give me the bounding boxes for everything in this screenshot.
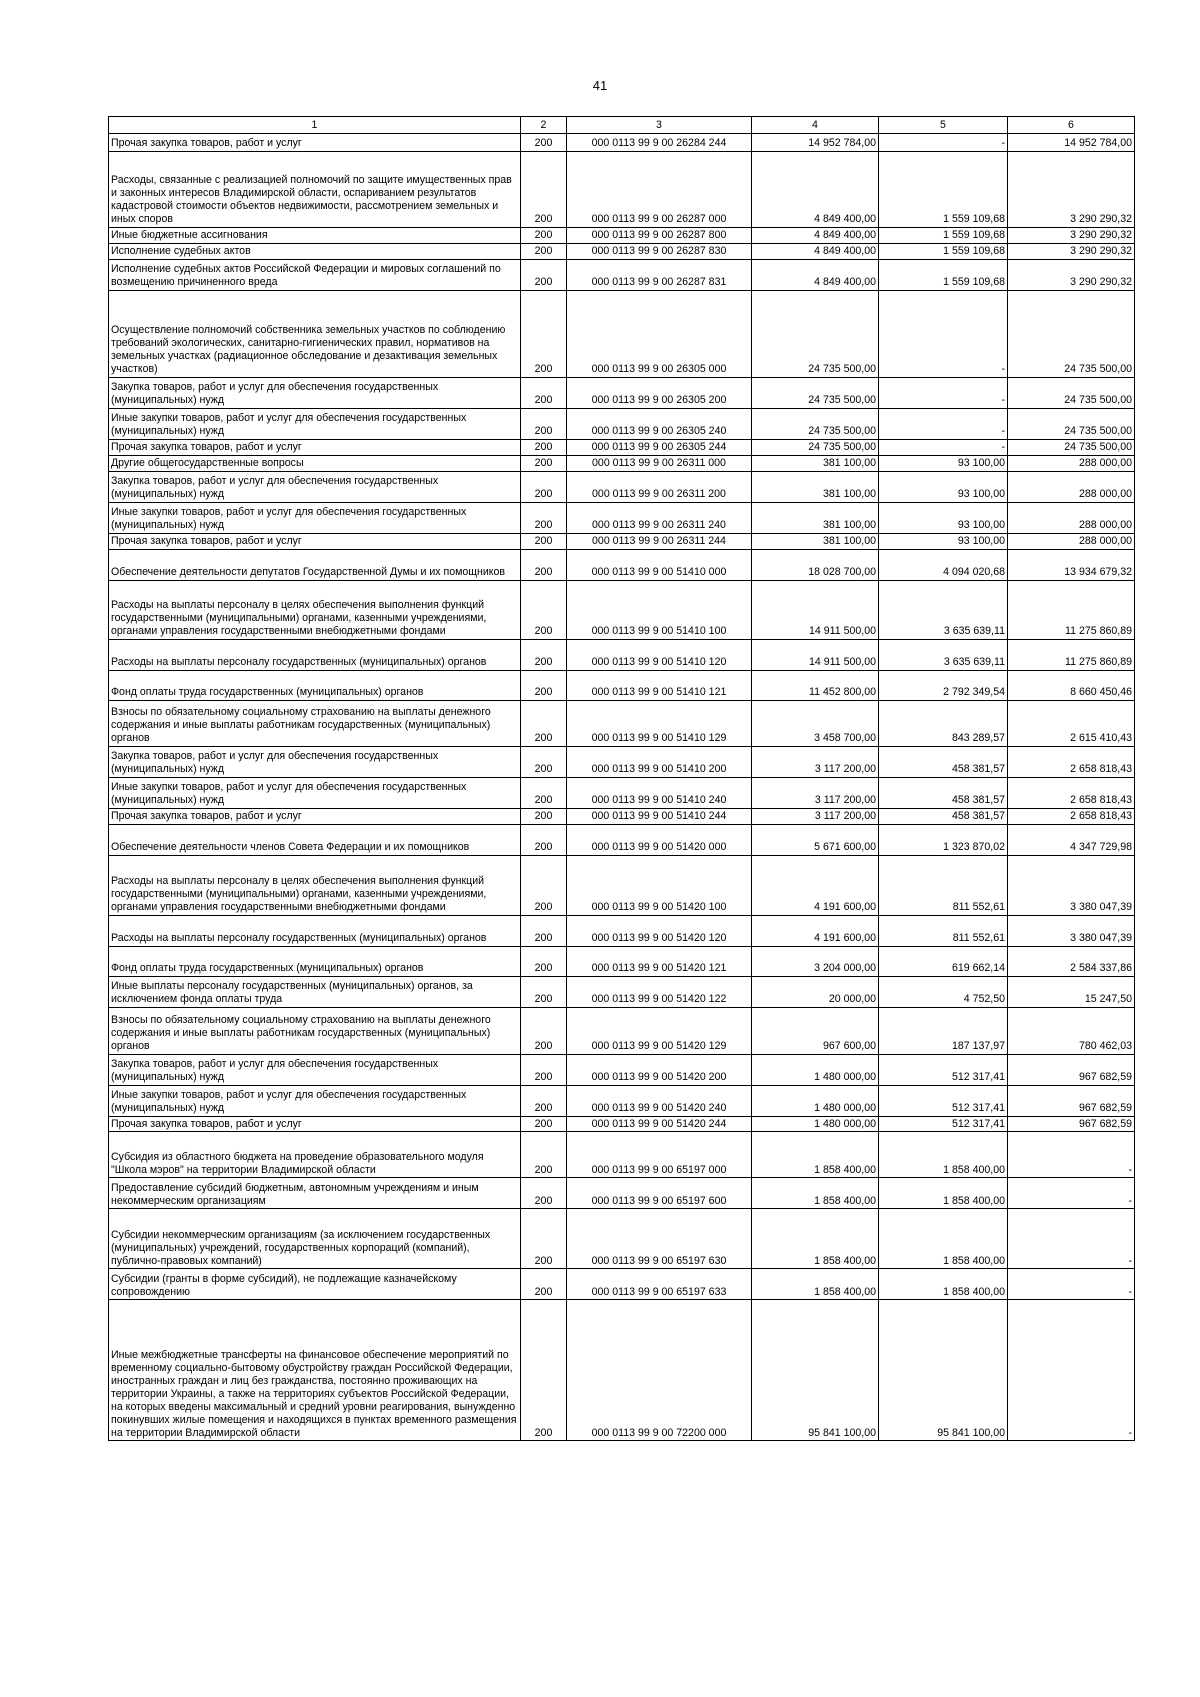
approved-amount-cell: 14 911 500,00 xyxy=(752,580,879,639)
table-row xyxy=(109,1116,1135,1132)
executed-amount-cell: - xyxy=(879,377,1008,408)
unexecuted-amount-cell: 3 290 290,32 xyxy=(1008,259,1135,290)
expense-name-cell: Закупка товаров, работ и услуг для обеспечения государственных (муниципальных) нужд xyxy=(109,746,521,777)
expense-name-cell: Исполнение судебных актов Российской Федерации и мировых соглашений по возмещению причиненного вреда xyxy=(109,259,521,290)
approved-amount-cell: 3 117 200,00 xyxy=(752,777,879,808)
table-row xyxy=(109,824,1135,855)
budget-classification-code-cell: 000 0113 99 9 00 51410 100 xyxy=(567,580,752,639)
admin-code-cell: 200 xyxy=(521,134,567,152)
table-row xyxy=(109,502,1135,533)
table-row xyxy=(109,808,1135,824)
expense-name-cell: Закупка товаров, работ и услуг для обеспечения государственных (муниципальных) нужд xyxy=(109,471,521,502)
budget-classification-code-cell: 000 0113 99 9 00 26287 831 xyxy=(567,259,752,290)
budget-classification-code-cell: 000 0113 99 9 00 51410 244 xyxy=(567,808,752,824)
admin-code-cell: 200 xyxy=(521,1085,567,1116)
budget-classification-code-cell: 000 0113 99 9 00 26287 000 xyxy=(567,152,752,228)
executed-amount-cell: 4 094 020,68 xyxy=(879,549,1008,580)
budget-classification-code-cell: 000 0113 99 9 00 51410 120 xyxy=(567,639,752,670)
approved-amount-cell: 1 858 400,00 xyxy=(752,1132,879,1178)
table-row xyxy=(109,639,1135,670)
expense-name-cell: Закупка товаров, работ и услуг для обеспечения государственных (муниципальных) нужд xyxy=(109,377,521,408)
admin-code-cell: 200 xyxy=(521,946,567,976)
admin-code-cell: 200 xyxy=(521,1209,567,1269)
budget-classification-code-cell: 000 0113 99 9 00 65197 000 xyxy=(567,1132,752,1178)
admin-code-cell: 200 xyxy=(521,228,567,244)
budget-classification-code-cell: 000 0113 99 9 00 51410 240 xyxy=(567,777,752,808)
expense-name-cell: Прочая закупка товаров, работ и услуг xyxy=(109,1116,521,1132)
admin-code-cell: 200 xyxy=(521,408,567,439)
expense-name-cell: Исполнение судебных актов xyxy=(109,243,521,259)
table-row xyxy=(109,533,1135,549)
budget-execution-table xyxy=(108,116,1135,1441)
unexecuted-amount-cell: 11 275 860,89 xyxy=(1008,639,1135,670)
table-row xyxy=(109,152,1135,228)
approved-amount-cell: 24 735 500,00 xyxy=(752,377,879,408)
approved-amount-cell: 4 191 600,00 xyxy=(752,855,879,915)
executed-amount-cell: 1 559 109,68 xyxy=(879,152,1008,228)
table-row xyxy=(109,855,1135,915)
budget-classification-code-cell: 000 0113 99 9 00 51420 122 xyxy=(567,976,752,1007)
admin-code-cell: 200 xyxy=(521,580,567,639)
table-row xyxy=(109,290,1135,377)
approved-amount-cell: 3 204 000,00 xyxy=(752,946,879,976)
expense-name-cell: Другие общегосударственные вопросы xyxy=(109,455,521,471)
unexecuted-amount-cell: 3 290 290,32 xyxy=(1008,243,1135,259)
unexecuted-amount-cell: 4 347 729,98 xyxy=(1008,824,1135,855)
admin-code-cell: 200 xyxy=(521,152,567,228)
expense-name-cell: Расходы на выплаты персоналу в целях обеспечения выполнения функций государственными (муниципальными) органами, казенными учреждениями, органами управления государственными внебюджетными фондами xyxy=(109,855,521,915)
executed-amount-cell: 512 317,41 xyxy=(879,1054,1008,1085)
unexecuted-amount-cell: 2 658 818,43 xyxy=(1008,777,1135,808)
expense-name-cell: Субсидии (гранты в форме субсидий), не подлежащие казначейскому сопровождению xyxy=(109,1269,521,1300)
unexecuted-amount-cell: 288 000,00 xyxy=(1008,471,1135,502)
approved-amount-cell: 24 735 500,00 xyxy=(752,439,879,455)
executed-amount-cell: 1 323 870,02 xyxy=(879,824,1008,855)
unexecuted-amount-cell: 3 290 290,32 xyxy=(1008,228,1135,244)
unexecuted-amount-cell: - xyxy=(1008,1132,1135,1178)
budget-classification-code-cell: 000 0113 99 9 00 51420 121 xyxy=(567,946,752,976)
budget-classification-code-cell: 000 0113 99 9 00 51420 000 xyxy=(567,824,752,855)
expense-name-cell: Субсидии некоммерческим организациям (за исключением государственных (муниципальных) учреждений, государственных корпораций (компаний), публично-правовых компаний) xyxy=(109,1209,521,1269)
admin-code-cell: 200 xyxy=(521,439,567,455)
admin-code-cell: 200 xyxy=(521,808,567,824)
expense-name-cell: Прочая закупка товаров, работ и услуг xyxy=(109,533,521,549)
column-number: 5 xyxy=(879,117,1008,134)
unexecuted-amount-cell: 14 952 784,00 xyxy=(1008,134,1135,152)
expense-name-cell: Прочая закупка товаров, работ и услуг xyxy=(109,134,521,152)
page-number: 41 xyxy=(592,78,608,93)
budget-classification-code-cell: 000 0113 99 9 00 26311 200 xyxy=(567,471,752,502)
budget-classification-code-cell: 000 0113 99 9 00 51420 244 xyxy=(567,1116,752,1132)
table-row xyxy=(109,777,1135,808)
approved-amount-cell: 1 480 000,00 xyxy=(752,1085,879,1116)
admin-code-cell: 200 xyxy=(521,1178,567,1209)
unexecuted-amount-cell: 288 000,00 xyxy=(1008,502,1135,533)
executed-amount-cell: 93 100,00 xyxy=(879,533,1008,549)
executed-amount-cell: 187 137,97 xyxy=(879,1007,1008,1054)
admin-code-cell: 200 xyxy=(521,502,567,533)
budget-classification-code-cell: 000 0113 99 9 00 26305 200 xyxy=(567,377,752,408)
budget-classification-code-cell: 000 0113 99 9 00 65197 633 xyxy=(567,1269,752,1300)
executed-amount-cell: 4 752,50 xyxy=(879,976,1008,1007)
unexecuted-amount-cell: 24 735 500,00 xyxy=(1008,377,1135,408)
admin-code-cell: 200 xyxy=(521,259,567,290)
table-row xyxy=(109,746,1135,777)
expense-name-cell: Иные бюджетные ассигнования xyxy=(109,228,521,244)
executed-amount-cell: 2 792 349,54 xyxy=(879,670,1008,700)
approved-amount-cell: 381 100,00 xyxy=(752,502,879,533)
executed-amount-cell: 3 635 639,11 xyxy=(879,639,1008,670)
table-row xyxy=(109,915,1135,946)
budget-classification-code-cell: 000 0113 99 9 00 72200 000 xyxy=(567,1300,752,1441)
admin-code-cell: 200 xyxy=(521,700,567,746)
unexecuted-amount-cell: - xyxy=(1008,1209,1135,1269)
budget-classification-code-cell: 000 0113 99 9 00 26311 000 xyxy=(567,455,752,471)
approved-amount-cell: 14 911 500,00 xyxy=(752,639,879,670)
column-number: 3 xyxy=(567,117,752,134)
admin-code-cell: 200 xyxy=(521,670,567,700)
executed-amount-cell: 811 552,61 xyxy=(879,855,1008,915)
budget-classification-code-cell: 000 0113 99 9 00 51420 200 xyxy=(567,1054,752,1085)
admin-code-cell: 200 xyxy=(521,455,567,471)
expense-name-cell: Фонд оплаты труда государственных (муниципальных) органов xyxy=(109,946,521,976)
unexecuted-amount-cell: 3 380 047,39 xyxy=(1008,855,1135,915)
unexecuted-amount-cell: 11 275 860,89 xyxy=(1008,580,1135,639)
approved-amount-cell: 1 480 000,00 xyxy=(752,1116,879,1132)
approved-amount-cell: 5 671 600,00 xyxy=(752,824,879,855)
unexecuted-amount-cell: 2 584 337,86 xyxy=(1008,946,1135,976)
approved-amount-cell: 381 100,00 xyxy=(752,455,879,471)
executed-amount-cell: 1 858 400,00 xyxy=(879,1269,1008,1300)
unexecuted-amount-cell: 288 000,00 xyxy=(1008,455,1135,471)
approved-amount-cell: 381 100,00 xyxy=(752,471,879,502)
admin-code-cell: 200 xyxy=(521,855,567,915)
approved-amount-cell: 11 452 800,00 xyxy=(752,670,879,700)
table-row xyxy=(109,1085,1135,1116)
expense-name-cell: Иные закупки товаров, работ и услуг для обеспечения государственных (муниципальных) нужд xyxy=(109,502,521,533)
expense-name-cell: Иные закупки товаров, работ и услуг для обеспечения государственных (муниципальных) нужд xyxy=(109,1085,521,1116)
approved-amount-cell: 4 191 600,00 xyxy=(752,915,879,946)
unexecuted-amount-cell: 2 658 818,43 xyxy=(1008,746,1135,777)
table-row xyxy=(109,700,1135,746)
admin-code-cell: 200 xyxy=(521,1054,567,1085)
admin-code-cell: 200 xyxy=(521,290,567,377)
approved-amount-cell: 4 849 400,00 xyxy=(752,259,879,290)
approved-amount-cell: 1 858 400,00 xyxy=(752,1269,879,1300)
admin-code-cell: 200 xyxy=(521,976,567,1007)
expense-name-cell: Иные выплаты персоналу государственных (муниципальных) органов, за исключением фонда оплаты труда xyxy=(109,976,521,1007)
approved-amount-cell: 3 458 700,00 xyxy=(752,700,879,746)
expense-name-cell: Обеспечение деятельности депутатов Государственной Думы и их помощников xyxy=(109,549,521,580)
admin-code-cell: 200 xyxy=(521,1300,567,1441)
table-row xyxy=(109,243,1135,259)
unexecuted-amount-cell: 15 247,50 xyxy=(1008,976,1135,1007)
budget-classification-code-cell: 000 0113 99 9 00 51410 000 xyxy=(567,549,752,580)
column-number: 4 xyxy=(752,117,879,134)
admin-code-cell: 200 xyxy=(521,377,567,408)
table-row xyxy=(109,377,1135,408)
table-row xyxy=(109,228,1135,244)
expense-name-cell: Прочая закупка товаров, работ и услуг xyxy=(109,439,521,455)
executed-amount-cell: 512 317,41 xyxy=(879,1116,1008,1132)
table-row xyxy=(109,946,1135,976)
executed-amount-cell: 1 559 109,68 xyxy=(879,259,1008,290)
executed-amount-cell: - xyxy=(879,439,1008,455)
expense-name-cell: Иные межбюджетные трансферты на финансовое обеспечение мероприятий по временному социально-бытовому обустройству граждан Российской Федерации, иностранных граждан и лиц без гражданства, постоянно проживающих на территории Украины, а также на территориях субъектов Российской Федерации, на которых введены максимальный и средний уровни реагирования, вынужденно покинувших жилые помещения и находящихся в пунктах временного размещения на территории Владимирской области xyxy=(109,1300,521,1441)
approved-amount-cell: 1 858 400,00 xyxy=(752,1209,879,1269)
admin-code-cell: 200 xyxy=(521,243,567,259)
admin-code-cell: 200 xyxy=(521,777,567,808)
executed-amount-cell: 1 559 109,68 xyxy=(879,243,1008,259)
unexecuted-amount-cell: - xyxy=(1008,1300,1135,1441)
admin-code-cell: 200 xyxy=(521,1116,567,1132)
expense-name-cell: Взносы по обязательному социальному страхованию на выплаты денежного содержания и иные выплаты работникам государственных (муниципальных) органов xyxy=(109,1007,521,1054)
expense-name-cell: Фонд оплаты труда государственных (муниципальных) органов xyxy=(109,670,521,700)
expense-name-cell: Расходы на выплаты персоналу в целях обеспечения выполнения функций государственными (муниципальными) органами, казенными учреждениями, органами управления государственными внебюджетными фондами xyxy=(109,580,521,639)
unexecuted-amount-cell: 24 735 500,00 xyxy=(1008,439,1135,455)
table-row xyxy=(109,455,1135,471)
expense-name-cell: Субсидия из областного бюджета на проведение образовательного модуля "Школа мэров" на территории Владимирской области xyxy=(109,1132,521,1178)
admin-code-cell: 200 xyxy=(521,824,567,855)
approved-amount-cell: 3 117 200,00 xyxy=(752,808,879,824)
executed-amount-cell: 458 381,57 xyxy=(879,777,1008,808)
table-row xyxy=(109,259,1135,290)
expense-name-cell: Осуществление полномочий собственника земельных участков по соблюдению требований экологических, санитарно-гигиенических правил, нормативов на земельных участках (радиационное обследование и дезактивация земельных участков) xyxy=(109,290,521,377)
unexecuted-amount-cell: 24 735 500,00 xyxy=(1008,408,1135,439)
budget-classification-code-cell: 000 0113 99 9 00 51410 129 xyxy=(567,700,752,746)
table-row xyxy=(109,549,1135,580)
unexecuted-amount-cell: 13 934 679,32 xyxy=(1008,549,1135,580)
unexecuted-amount-cell: - xyxy=(1008,1178,1135,1209)
table-row xyxy=(109,1269,1135,1300)
budget-classification-code-cell: 000 0113 99 9 00 51410 200 xyxy=(567,746,752,777)
admin-code-cell: 200 xyxy=(521,639,567,670)
column-number-row xyxy=(109,117,1135,134)
budget-classification-code-cell: 000 0113 99 9 00 26305 240 xyxy=(567,408,752,439)
table-row xyxy=(109,1178,1135,1209)
table-row xyxy=(109,1209,1135,1269)
executed-amount-cell: 458 381,57 xyxy=(879,808,1008,824)
unexecuted-amount-cell: 288 000,00 xyxy=(1008,533,1135,549)
approved-amount-cell: 24 735 500,00 xyxy=(752,290,879,377)
column-number: 1 xyxy=(109,117,521,134)
expense-name-cell: Расходы на выплаты персоналу государственных (муниципальных) органов xyxy=(109,639,521,670)
executed-amount-cell: 458 381,57 xyxy=(879,746,1008,777)
budget-classification-code-cell: 000 0113 99 9 00 26311 244 xyxy=(567,533,752,549)
executed-amount-cell: 1 858 400,00 xyxy=(879,1132,1008,1178)
expense-name-cell: Взносы по обязательному социальному страхованию на выплаты денежного содержания и иные выплаты работникам государственных (муниципальных) органов xyxy=(109,700,521,746)
unexecuted-amount-cell: 24 735 500,00 xyxy=(1008,290,1135,377)
budget-classification-code-cell: 000 0113 99 9 00 51410 121 xyxy=(567,670,752,700)
budget-classification-code-cell: 000 0113 99 9 00 26305 244 xyxy=(567,439,752,455)
approved-amount-cell: 4 849 400,00 xyxy=(752,152,879,228)
unexecuted-amount-cell: 780 462,03 xyxy=(1008,1007,1135,1054)
table-row xyxy=(109,471,1135,502)
executed-amount-cell: - xyxy=(879,134,1008,152)
unexecuted-amount-cell: 3 380 047,39 xyxy=(1008,915,1135,946)
table-row xyxy=(109,439,1135,455)
admin-code-cell: 200 xyxy=(521,471,567,502)
executed-amount-cell: - xyxy=(879,408,1008,439)
column-number: 6 xyxy=(1008,117,1135,134)
executed-amount-cell: - xyxy=(879,290,1008,377)
unexecuted-amount-cell: - xyxy=(1008,1269,1135,1300)
executed-amount-cell: 811 552,61 xyxy=(879,915,1008,946)
budget-classification-code-cell: 000 0113 99 9 00 26287 830 xyxy=(567,243,752,259)
budget-classification-code-cell: 000 0113 99 9 00 51420 120 xyxy=(567,915,752,946)
approved-amount-cell: 95 841 100,00 xyxy=(752,1300,879,1441)
executed-amount-cell: 619 662,14 xyxy=(879,946,1008,976)
approved-amount-cell: 24 735 500,00 xyxy=(752,408,879,439)
table-row xyxy=(109,1007,1135,1054)
expense-name-cell: Предоставление субсидий бюджетным, автономным учреждениям и иным некоммерческим организациям xyxy=(109,1178,521,1209)
expense-name-cell: Расходы на выплаты персоналу государственных (муниципальных) органов xyxy=(109,915,521,946)
unexecuted-amount-cell: 8 660 450,46 xyxy=(1008,670,1135,700)
executed-amount-cell: 843 289,57 xyxy=(879,700,1008,746)
executed-amount-cell: 512 317,41 xyxy=(879,1085,1008,1116)
approved-amount-cell: 4 849 400,00 xyxy=(752,228,879,244)
budget-classification-code-cell: 000 0113 99 9 00 51420 100 xyxy=(567,855,752,915)
expense-name-cell: Закупка товаров, работ и услуг для обеспечения государственных (муниципальных) нужд xyxy=(109,1054,521,1085)
executed-amount-cell: 93 100,00 xyxy=(879,502,1008,533)
table-row xyxy=(109,134,1135,152)
table-row xyxy=(109,580,1135,639)
approved-amount-cell: 4 849 400,00 xyxy=(752,243,879,259)
unexecuted-amount-cell: 967 682,59 xyxy=(1008,1116,1135,1132)
approved-amount-cell: 3 117 200,00 xyxy=(752,746,879,777)
table-row xyxy=(109,1300,1135,1441)
approved-amount-cell: 1 858 400,00 xyxy=(752,1178,879,1209)
budget-classification-code-cell: 000 0113 99 9 00 26284 244 xyxy=(567,134,752,152)
admin-code-cell: 200 xyxy=(521,1132,567,1178)
table-row xyxy=(109,1132,1135,1178)
approved-amount-cell: 1 480 000,00 xyxy=(752,1054,879,1085)
budget-classification-code-cell: 000 0113 99 9 00 65197 630 xyxy=(567,1209,752,1269)
budget-classification-code-cell: 000 0113 99 9 00 26305 000 xyxy=(567,290,752,377)
approved-amount-cell: 18 028 700,00 xyxy=(752,549,879,580)
budget-classification-code-cell: 000 0113 99 9 00 26311 240 xyxy=(567,502,752,533)
unexecuted-amount-cell: 2 658 818,43 xyxy=(1008,808,1135,824)
budget-classification-code-cell: 000 0113 99 9 00 65197 600 xyxy=(567,1178,752,1209)
approved-amount-cell: 381 100,00 xyxy=(752,533,879,549)
budget-classification-code-cell: 000 0113 99 9 00 51420 129 xyxy=(567,1007,752,1054)
unexecuted-amount-cell: 967 682,59 xyxy=(1008,1054,1135,1085)
executed-amount-cell: 1 559 109,68 xyxy=(879,228,1008,244)
executed-amount-cell: 3 635 639,11 xyxy=(879,580,1008,639)
table-row xyxy=(109,1054,1135,1085)
table-row xyxy=(109,976,1135,1007)
unexecuted-amount-cell: 967 682,59 xyxy=(1008,1085,1135,1116)
executed-amount-cell: 95 841 100,00 xyxy=(879,1300,1008,1441)
unexecuted-amount-cell: 3 290 290,32 xyxy=(1008,152,1135,228)
executed-amount-cell: 93 100,00 xyxy=(879,455,1008,471)
admin-code-cell: 200 xyxy=(521,746,567,777)
budget-classification-code-cell: 000 0113 99 9 00 51420 240 xyxy=(567,1085,752,1116)
expense-name-cell: Иные закупки товаров, работ и услуг для обеспечения государственных (муниципальных) нужд xyxy=(109,408,521,439)
table-row xyxy=(109,670,1135,700)
expense-name-cell: Иные закупки товаров, работ и услуг для обеспечения государственных (муниципальных) нужд xyxy=(109,777,521,808)
executed-amount-cell: 1 858 400,00 xyxy=(879,1209,1008,1269)
budget-classification-code-cell: 000 0113 99 9 00 26287 800 xyxy=(567,228,752,244)
column-number: 2 xyxy=(521,117,567,134)
expense-name-cell: Расходы, связанные с реализацией полномочий по защите имущественных прав и законных интересов Владимирской области, оспариванием результатов кадастровой стоимости объектов недвижимости, рассмотрением земельных и иных споров xyxy=(109,152,521,228)
expense-name-cell: Обеспечение деятельности членов Совета Федерации и их помощников xyxy=(109,824,521,855)
approved-amount-cell: 20 000,00 xyxy=(752,976,879,1007)
expense-name-cell: Прочая закупка товаров, работ и услуг xyxy=(109,808,521,824)
approved-amount-cell: 967 600,00 xyxy=(752,1007,879,1054)
admin-code-cell: 200 xyxy=(521,533,567,549)
admin-code-cell: 200 xyxy=(521,549,567,580)
executed-amount-cell: 93 100,00 xyxy=(879,471,1008,502)
approved-amount-cell: 14 952 784,00 xyxy=(752,134,879,152)
admin-code-cell: 200 xyxy=(521,1007,567,1054)
admin-code-cell: 200 xyxy=(521,915,567,946)
unexecuted-amount-cell: 2 615 410,43 xyxy=(1008,700,1135,746)
table-row xyxy=(109,408,1135,439)
admin-code-cell: 200 xyxy=(521,1269,567,1300)
executed-amount-cell: 1 858 400,00 xyxy=(879,1178,1008,1209)
